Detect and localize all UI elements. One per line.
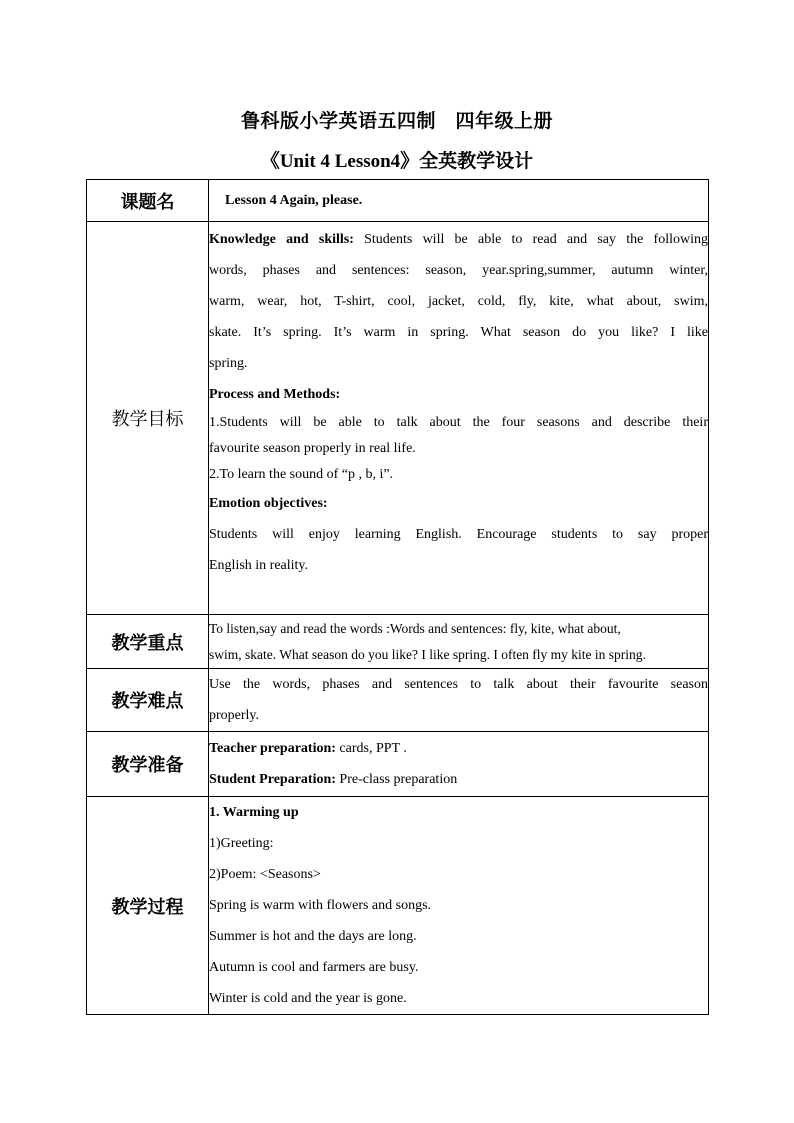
- objectives-label: 教学目标: [87, 222, 209, 615]
- objectives-content: [209, 222, 709, 615]
- topic-label: 课题名: [87, 180, 209, 222]
- emotion-line-2: English in reality.: [209, 558, 309, 573]
- emotion-heading: [209, 488, 708, 519]
- teacher-preparation: [209, 733, 708, 764]
- subtitle-open: 《: [260, 150, 280, 172]
- difficulties-line-2: properly.: [209, 708, 260, 723]
- row-objectives: [87, 222, 709, 615]
- difficulties-line-1: Use the words, phases and sentences to talk about their favourite season: [209, 677, 708, 692]
- student-preparation-heading: Student Preparation:: [209, 772, 336, 787]
- topic-value: Lesson 4 Again, please.: [209, 180, 709, 222]
- row-preparation: [87, 732, 709, 797]
- key-points-line-2: swim, skate. What season do you like? I like spring. I often fly my kite in spring.: [209, 646, 646, 662]
- row-difficulties: [87, 669, 709, 732]
- teacher-preparation-heading: Teacher preparation:: [209, 741, 336, 756]
- warming-up-heading: [209, 797, 708, 828]
- process-step-2: 2)Poem: <Seasons>: [209, 867, 321, 882]
- knowledge-line-5: spring.: [209, 356, 248, 371]
- emotion-line-1: Students will enjoy learning English. Encourage students to say proper: [209, 527, 708, 542]
- poem-line-2: Summer is hot and the days are long.: [209, 929, 417, 944]
- document-title: 鲁科版小学英语五四制 四年级上册: [240, 110, 553, 132]
- student-preparation: [209, 764, 708, 795]
- row-topic: [87, 180, 709, 222]
- knowledge-text-1: Students will be able to read and say the following: [364, 232, 708, 247]
- knowledge-line-2: words, phases and sentences: season, year.spring,summer, autumn winter,: [209, 263, 708, 278]
- preparation-label: 教学准备: [87, 732, 209, 797]
- process-step-1: 1)Greeting:: [209, 836, 274, 851]
- warming-up-heading-text: 1. Warming up: [209, 805, 299, 820]
- process-label: 教学过程: [87, 797, 209, 1015]
- process-line-2: favourite season properly in real life.: [209, 441, 416, 456]
- poem-line-4: Winter is cold and the year is gone.: [209, 991, 407, 1006]
- knowledge-heading: Knowledge and skills:: [209, 232, 354, 247]
- teacher-preparation-value: cards, PPT .: [335, 741, 407, 756]
- process-line-1: 1.Students will be able to talk about the four seasons and describe their: [209, 415, 708, 430]
- document-subtitle: [0, 146, 794, 173]
- difficulties-content: [209, 669, 709, 732]
- knowledge-line-1: [209, 224, 708, 255]
- subtitle-close: 》全英教学设计: [400, 150, 534, 172]
- process-content: [209, 797, 709, 1015]
- key-points-line-1: To listen,say and read the words :Words and sentences: fly, kite, what about,: [209, 620, 621, 636]
- emotion-heading-text: Emotion objectives:: [209, 496, 328, 511]
- process-heading: [209, 379, 708, 410]
- key-points-label: 教学重点: [87, 615, 209, 669]
- poem-line-1: Spring is warm with flowers and songs.: [209, 898, 432, 913]
- process-line-3: 2.To learn the sound of “p , b, i”.: [209, 467, 394, 482]
- process-heading-text: Process and Methods:: [209, 387, 341, 402]
- knowledge-line-3: warm, wear, hot, T-shirt, cool, jacket, cold, fly, kite, what about, swim,: [209, 294, 708, 309]
- row-key-points: [87, 615, 709, 669]
- student-preparation-value: Pre-class preparation: [335, 772, 458, 787]
- poem-line-3: Autumn is cool and farmers are busy.: [209, 960, 419, 975]
- row-process: [87, 797, 709, 1015]
- lesson-plan-table: [86, 179, 709, 1015]
- preparation-content: [209, 732, 709, 797]
- key-points-content: [209, 615, 709, 669]
- subtitle-unit: Unit 4 Lesson4: [279, 151, 401, 172]
- difficulties-label: 教学难点: [87, 669, 209, 732]
- knowledge-line-4: skate. It’s spring. It’s warm in spring. What season do you like? I like: [209, 325, 708, 340]
